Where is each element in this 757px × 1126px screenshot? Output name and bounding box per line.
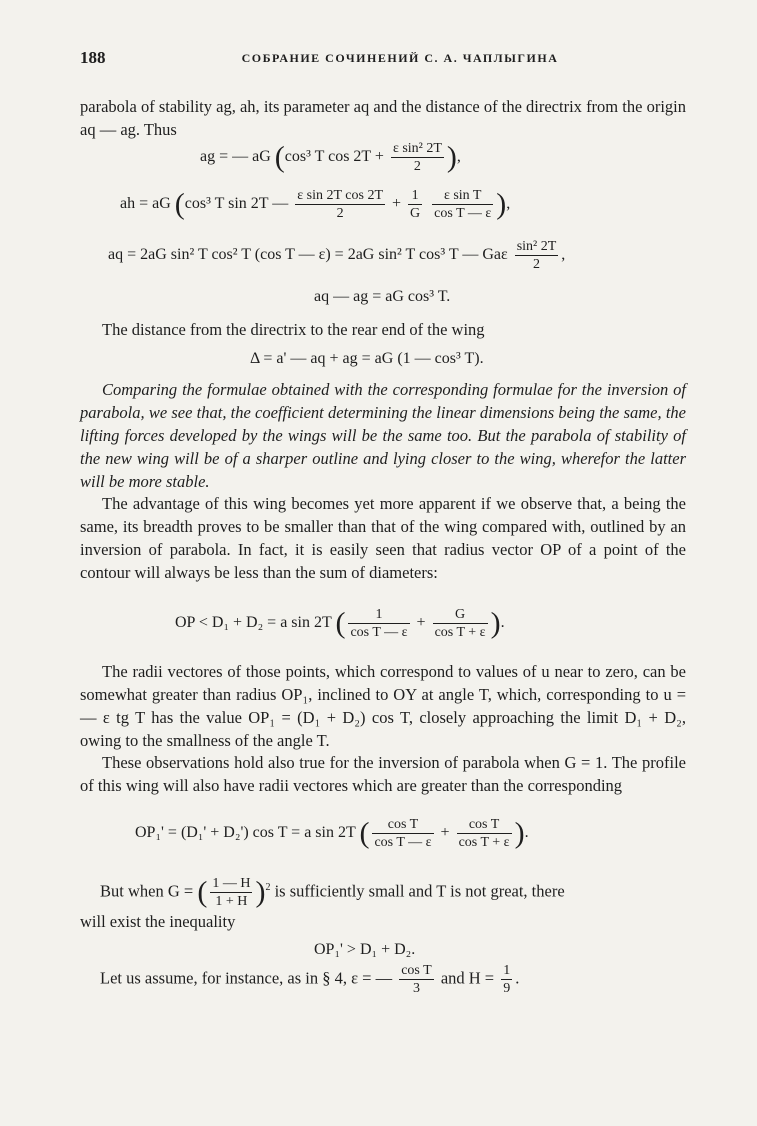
paragraph-2: The distance from the directrix to the rear end of the wing [102,320,485,339]
eq8-den: 1 + H [215,894,248,909]
eq3-den: 2 [533,257,540,272]
eq2-plus: + [392,195,402,213]
eq3-num: sin² 2T [516,239,557,254]
paragraph-7: But when G = ( $\frac{1 — H}{1 + H}$ )$^2$ is sufficiently small and T is not great, there [100,875,565,909]
eq7-den1: cos T — ε [374,835,432,850]
eq1-num: ε sin² 2T [392,141,442,156]
eq10-den: 3 [412,981,420,996]
eq6-num2: G [433,606,488,624]
eq2-term: cos³ T sin 2T — [184,195,289,213]
eq1-den: 2 [413,159,421,174]
eq2-den1: 2 [336,206,344,221]
eq2-num1: ε sin 2T cos 2T [297,188,383,203]
eq6-den1: cos T — ε [350,625,408,640]
eq10-num: cos T [401,963,432,978]
paragraph-9: Let us assume, for instance, as in § 4, ε = — $\frac{\text{cos T}}{3}$ and H = $\frac{1}{9}$ . [100,963,520,996]
equation-1: ag = — aG (cos³ T cos 2T + $\frac{\text{ε sin² 2T}}{2}$ ), [200,140,461,174]
p7-start: But when [100,881,164,901]
eq2-den2: G [410,206,421,221]
equation-4: aq — ag = aG cos³ T. [314,288,451,305]
eq6-lhs: OP < D₁ + D₂ = a sin 2T [175,614,332,632]
p9-start: Let us assume, for instance, as in § 4, [100,968,347,988]
eq2-num2: 1 [408,187,422,205]
eq10-lhs: ε = — [351,968,393,988]
eq10-h: H = [468,968,495,988]
paragraph-6: These observations hold also true for the inversion of parabola when G = 1. The profile of this wing will also have radii vectores which are greater than the corresponding [80,753,686,795]
eq10-hden: 9 [503,981,511,996]
equation-9: OP₁' > D₁ + D₂. [314,941,416,958]
eq10-hnum: 1 [503,963,511,978]
equation-2: ah = aG (cos³ T sin 2T — $\frac{\text{ε sin 2T cos 2T}}{2}$ + $\frac{1}{G}$ $\frac{\text{ε sin T}}{\text{cos T — ε}}$ ), [120,187,511,221]
eq8-num: 1 — H [212,876,251,891]
eq3-term: aq = 2aG sin² T cos² T (cos T — ε) = 2aG sin² T cos³ T — Gaε [108,246,508,264]
page-header [80,48,686,72]
eq7-num1: cos T [372,816,433,834]
eq1-term: cos³ T cos 2T + [284,148,384,166]
equation-7: OP₁' = (D₁' + D₂') cos T = a sin 2T ( $\frac{\text{cos T}}{\text{cos T — ε}}$ + $\frac{\text{cos T}}{\text{cos T + ε}}$ ). [135,816,529,850]
eq6-den2: cos T + ε [434,625,486,640]
paragraph-1: parabola of stability ag, ah, its parameter aq and the distance of the directrix from the origin aq — ag. Thus [80,97,686,139]
eq1-lhs: ag = — aG [200,148,271,166]
eq2-num3: ε sin T [432,187,493,205]
equation-3: aq = 2aG sin² T cos² T (cos T — ε) = 2aG sin² T cos³ T — Gaε $\frac{\text{sin² 2T}}{2}$ , [108,239,566,272]
paragraph-4: The advantage of this wing becomes yet more apparent if we observe that, a being the same, its breadth proves to be smaller than that of the wing compared with, outlined by an inversion of parabola. In fact, it is easily seen that radius vector OP of a point of the contour will always be less than the sum of diameters: [80,494,686,582]
paragraph-8: will exist the inequality [80,912,236,931]
equation-5: Δ = a' — aq + ag = aG (1 — cos³ T). [250,350,484,367]
eq2-den3: cos T — ε [434,206,492,221]
eq7-lhs: OP₁' = (D₁' + D₂') cos T = a sin 2T [135,824,356,842]
p7-end: is sufficiently small and T is not great, there [274,881,565,901]
eq6-num1: 1 [348,606,409,624]
page-number: 188 [80,48,106,67]
eq7-num2: cos T [457,816,512,834]
running-head: СОБРАНИЕ СОЧИНЕНИЙ С. А. ЧАПЛЫГИНА [241,51,559,65]
eq2-lhs: ah = aG [120,195,171,213]
equation-6: OP < D₁ + D₂ = a sin 2T ( $\frac{1}{\text{cos T — ε}}$ + $\frac{G}{\text{cos T + ε}}$ ). [175,606,505,640]
eq8-lhs: G = [167,881,194,901]
paragraph-5: The radii vectores of those points, which correspond to values of u near to zero, can be somewhat greater than radius OP₁, inclined to OY at angle T, which, corresponding to u = — ε tg T has the value OP₁ = (D₁ + D₂) cos T, closely approaching the limit D₁ + D₂, owing to the smallness of the angle T. [80,662,686,750]
paragraph-3: Comparing the formulae obtained with the corresponding formulae for the inversion of parabola, we see that, the coefficient determining the linear dimensions being the same, the lifting forces developed by the wings will be the same too. But the parabola of stability of the new wing will be of a sharper outline and lying closer to the wing, wherefor the latter will be more stable. [80,380,686,491]
eq7-den2: cos T + ε [458,835,510,850]
p9-and: and [440,968,465,988]
